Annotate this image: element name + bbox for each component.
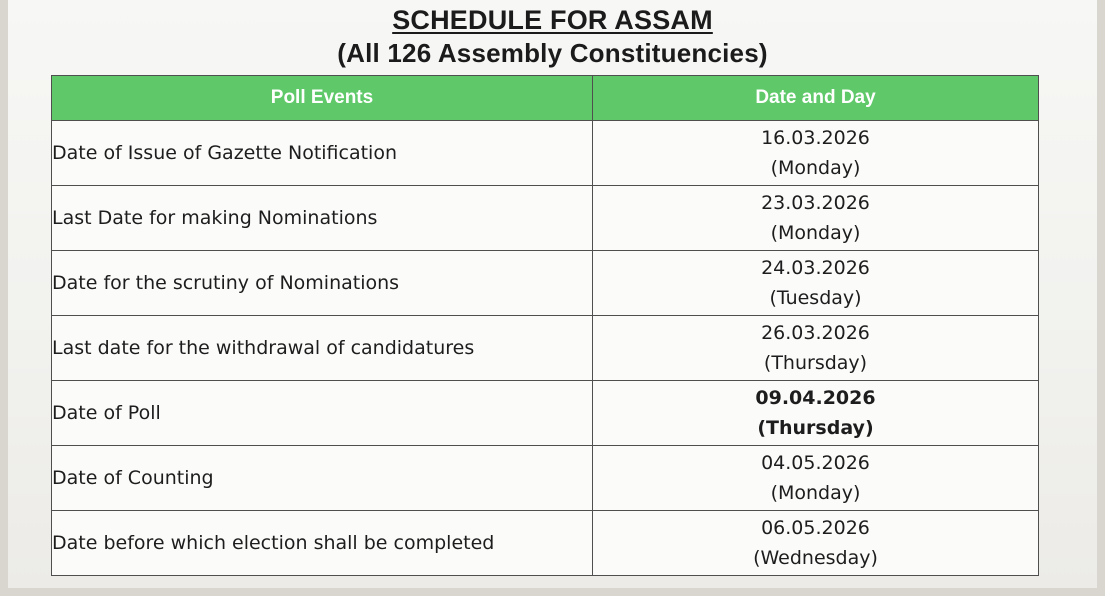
event-cell: Date for the scrutiny of Nominations: [52, 251, 593, 316]
day-value: (Thursday): [763, 352, 868, 374]
date-value: 16.03.2026: [761, 127, 870, 149]
page-title: SCHEDULE FOR ASSAM: [392, 5, 713, 35]
day-value: (Monday): [770, 222, 861, 244]
date-cell: [593, 511, 1039, 576]
date-cell: [593, 121, 1039, 186]
date-value: 04.05.2026: [761, 452, 870, 474]
title-block: [8, 4, 1097, 69]
schedule-slide: [8, 0, 1097, 588]
date-cell: [593, 251, 1039, 316]
date-value: 24.03.2026: [761, 257, 870, 279]
table-row: [52, 446, 1039, 511]
table-row: [52, 251, 1039, 316]
day-value: (Tuesday): [769, 287, 862, 309]
table-row: [52, 316, 1039, 381]
column-header-date-and-day: Date and Day: [593, 76, 1039, 121]
event-cell: Date before which election shall be completed: [52, 511, 593, 576]
event-cell: Last Date for making Nominations: [52, 186, 593, 251]
table-row: [52, 121, 1039, 186]
date-value: 06.05.2026: [761, 517, 870, 539]
date-cell: [593, 316, 1039, 381]
date-cell: [593, 381, 1039, 446]
date-value: 09.04.2026: [755, 387, 876, 409]
table-header-row: [52, 76, 1039, 121]
date-value: 23.03.2026: [761, 192, 870, 214]
table-row-poll-date: [52, 381, 1039, 446]
table-row: [52, 511, 1039, 576]
day-value: (Wednesday): [753, 547, 878, 569]
page-subtitle: (All 126 Assembly Constituencies): [337, 38, 768, 68]
column-header-poll-events: Poll Events: [52, 76, 593, 121]
event-cell: Date of Counting: [52, 446, 593, 511]
day-value: (Monday): [770, 482, 861, 504]
table-row: [52, 186, 1039, 251]
date-cell: [593, 186, 1039, 251]
schedule-table: [51, 75, 1039, 576]
day-value: (Monday): [770, 157, 861, 179]
date-value: 26.03.2026: [761, 322, 870, 344]
event-cell: Date of Poll: [52, 381, 593, 446]
date-cell: [593, 446, 1039, 511]
event-cell: Last date for the withdrawal of candidatures: [52, 316, 593, 381]
day-value: (Thursday): [757, 417, 874, 439]
event-cell: Date of Issue of Gazette Notification: [52, 121, 593, 186]
